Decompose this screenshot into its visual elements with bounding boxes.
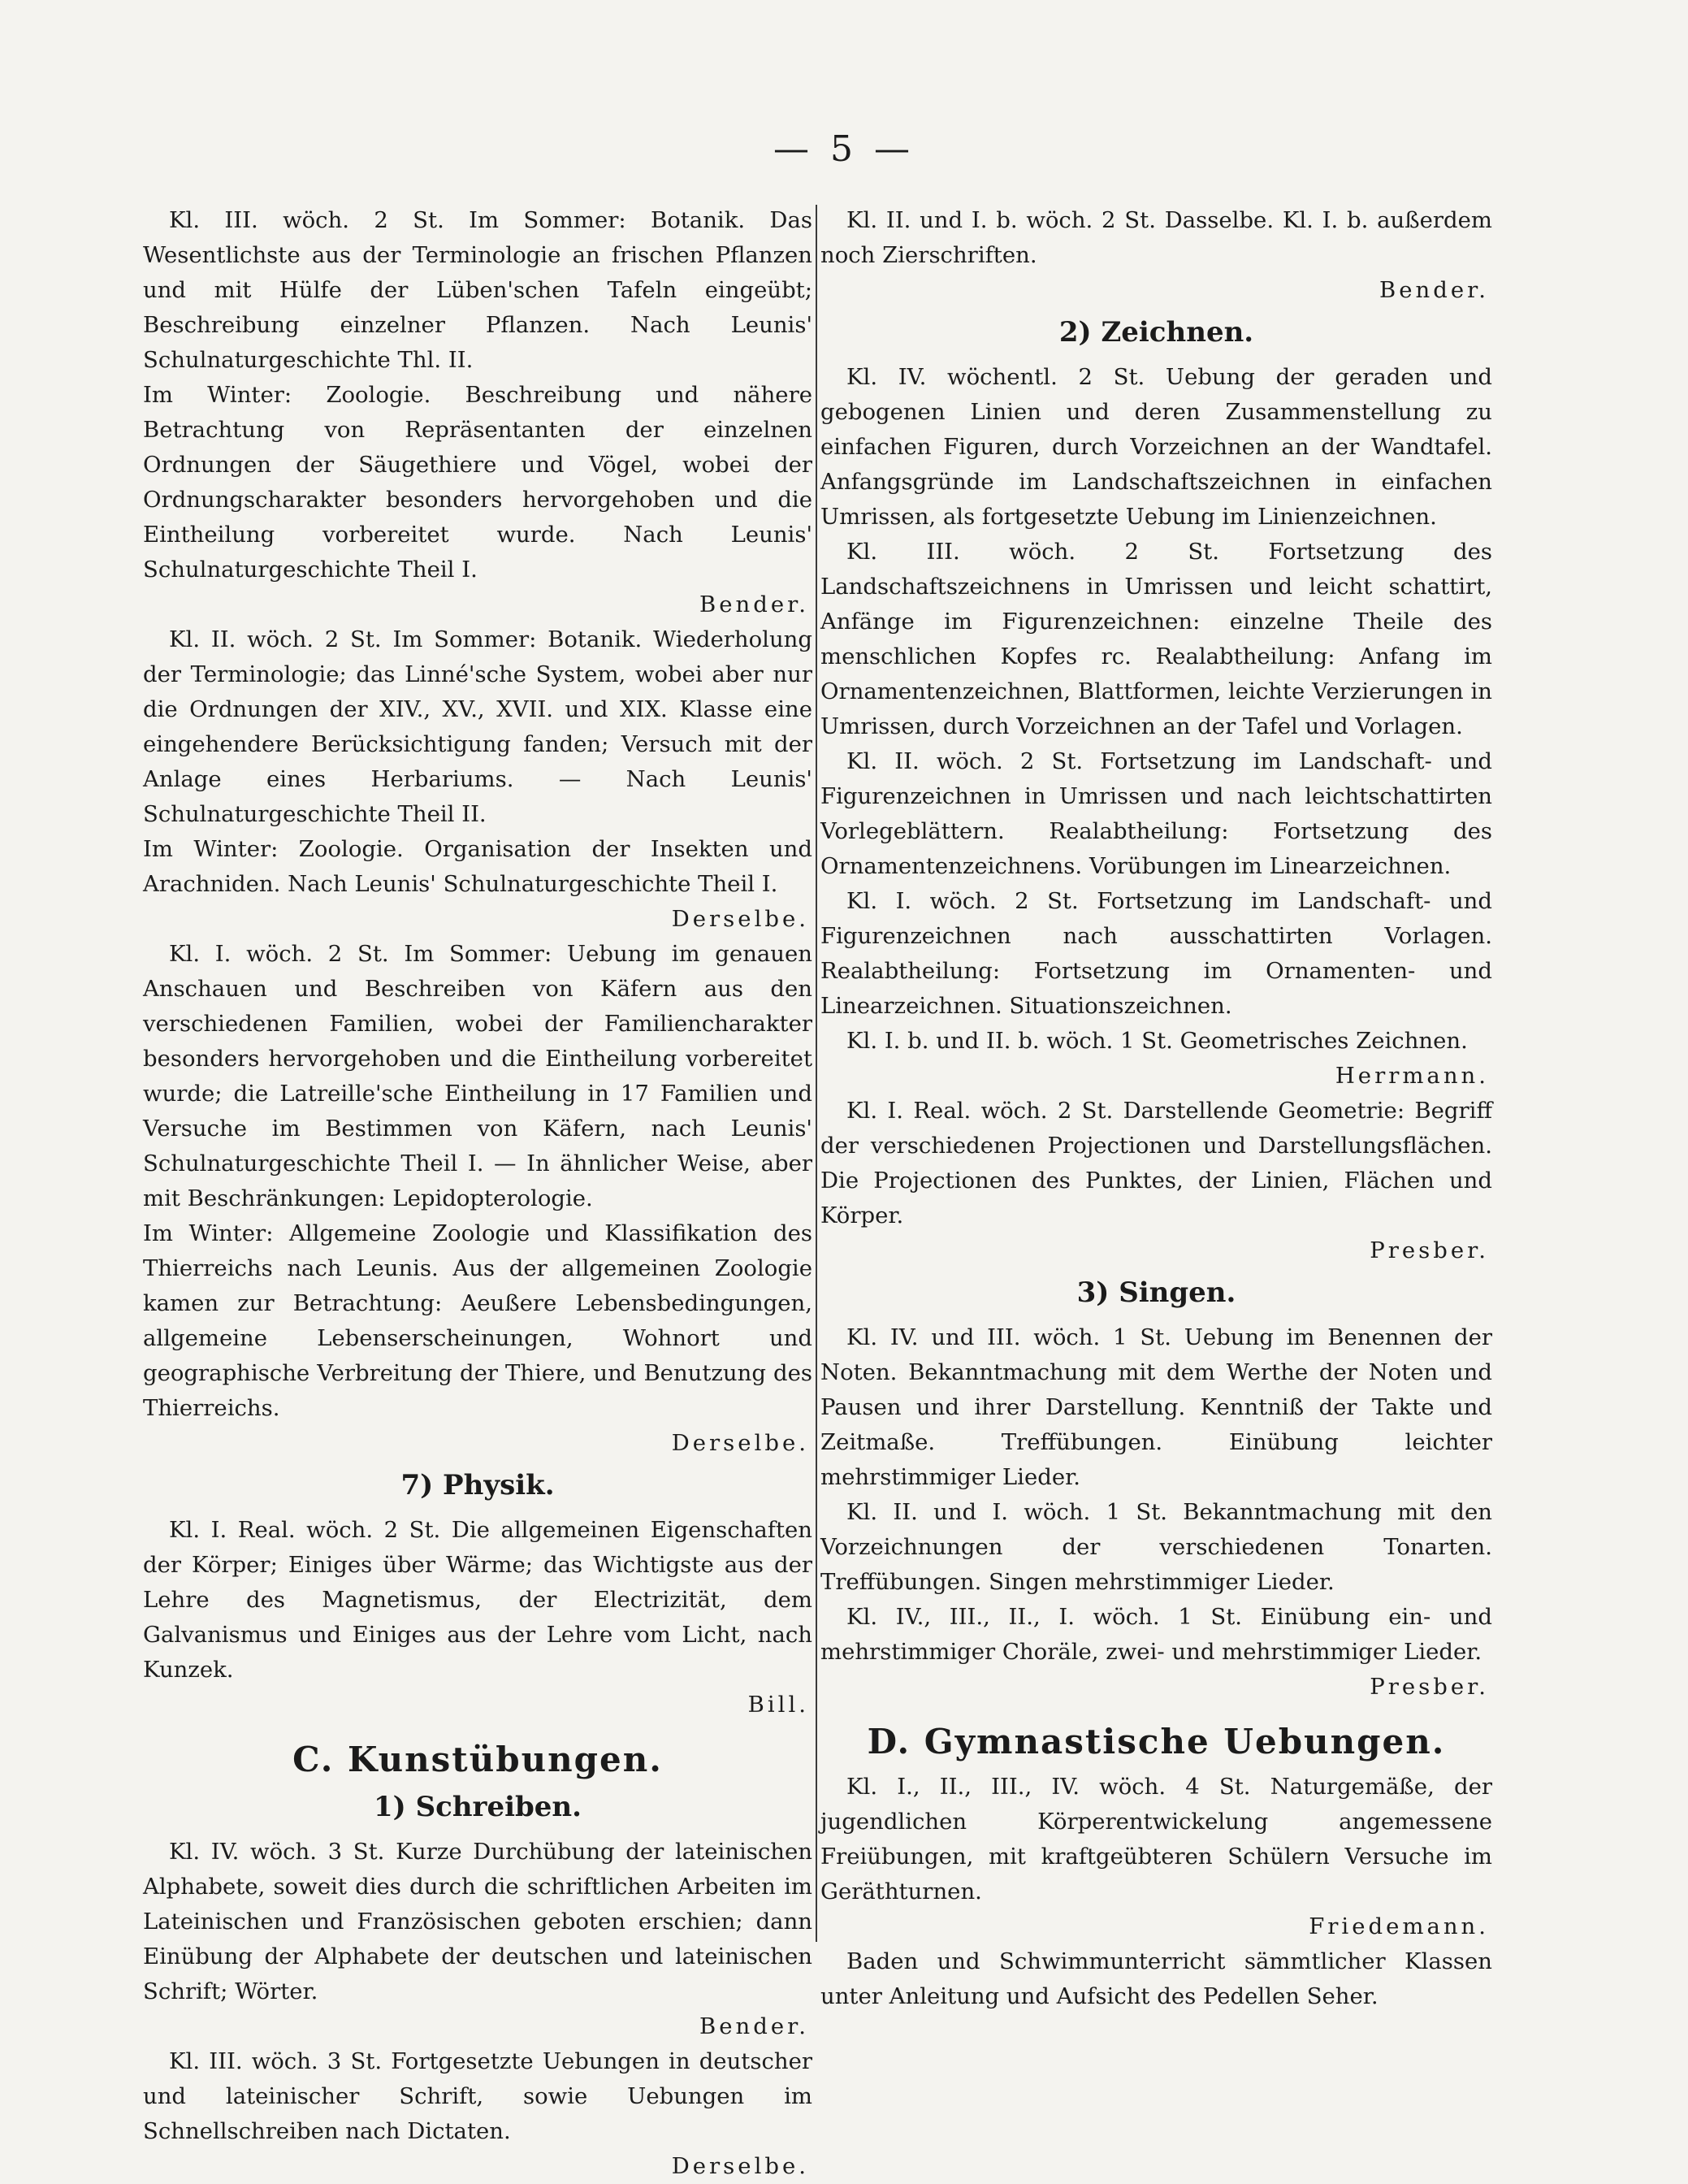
- paragraph: Kl. IV., III., II., I. wöch. 1 St. Einübung ein- und mehrstimmiger Choräle, zwei- und mehrstimmiger Lieder.: [820, 1604, 1492, 1665]
- paragraph: Kl. IV. wöchentl. 2 St. Uebung der geraden und gebogenen Linien und deren Zusammenstellung zu einfachen Figuren, durch Vorzeichnen an der Wandtafel. Anfangsgründe im Landschaftszeichnen in einfachen Umrissen, als fortgesetzte Uebung im Linienzeichnen.: [820, 364, 1492, 530]
- subject-heading: 3) Singen.: [1076, 1276, 1236, 1309]
- paragraph: Kl. I. wöch. 2 St. Im Sommer: Uebung im genauen Anschauen und Beschreiben von Käfern aus den verschiedenen Familien, wobei der Familiencharakter besonders hervorgehoben und die Eintheilung vorbereitet wurde; die Latreille'sche Eintheilung in 17 Familien und Versuche im Bestimmen von Käfern, nach Leunis' Schulnaturgeschichte Theil I. — In ähnlicher Weise, aber mit Beschränkungen: Lepidopterologie.: [143, 941, 812, 1211]
- paragraph: Kl. II. und I. wöch. 1 St. Bekanntmachung mit den Vorzeichnungen der verschiedenen Tonarten. Treffübungen. Singen mehrstimmiger Lieder.: [820, 1499, 1492, 1595]
- subject-heading: 7) Physik.: [400, 1469, 555, 1502]
- paragraph: Kl. I., II., III., IV. wöch. 4 St. Naturgemäße, der jugendlichen Körperentwickelung angemessene Freiübungen, mit kraftgeübteren Schülern Versuche im Geräthturnen.: [820, 1774, 1492, 1904]
- paragraph: Kl. I. wöch. 2 St. Fortsetzung im Landschaft- und Figurenzeichnen nach ausschattirten Vorlagen. Realabtheilung: Fortsetzung im Ornamenten- und Linearzeichnen. Situationszeichnen.: [820, 888, 1492, 1019]
- teacher-signature: Presber.: [1370, 1237, 1489, 1263]
- paragraph: Kl. I. Real. wöch. 2 St. Die allgemeinen Eigenschaften der Körper; Einiges über Wärme; das Wichtigste aus der Lehre des Magnetismus, der Electrizität, dem Galvanismus und Einiges aus der Lehre vom Licht, nach Kunzek.: [143, 1517, 812, 1683]
- teacher-signature: Herrmann.: [1335, 1063, 1489, 1089]
- paragraph: Kl. II. wöch. 2 St. Im Sommer: Botanik. Wiederholung der Terminologie; das Linné'sche System, wobei aber nur die Ordnungen der XIV., XV., XVII. und XIX. Klasse eine eingehendere Berücksichtigung fanden; Versuch mit der Anlage eines Herbariums. — Nach Leunis' Schulnaturgeschichte Theil II.: [143, 626, 812, 827]
- paragraph: Kl. IV. wöch. 3 St. Kurze Durchübung der lateinischen Alphabete, soweit dies durch die schriftlichen Arbeiten im Lateinischen und Französischen geboten erschien; dann Einübung der Alphabete der deutschen und lateinischen Schrift; Wörter.: [143, 1839, 812, 2004]
- section-heading: C. Kunstübungen.: [292, 1740, 663, 1779]
- paragraph: Kl. II. wöch. 2 St. Fortsetzung im Landschaft- und Figurenzeichnen in Umrissen und nach leichtschattirten Vorlegeblättern. Realabtheilung: Fortsetzung des Ornamentenzeichnens. Vorübungen im Linearzeichnen.: [820, 748, 1492, 879]
- paragraph: Kl. II. und I. b. wöch. 2 St. Dasselbe. Kl. I. b. außerdem noch Zierschriften.: [820, 207, 1492, 268]
- paragraph: Kl. I. b. und II. b. wöch. 1 St. Geometrisches Zeichnen.: [846, 1028, 1468, 1054]
- paragraph: Im Winter: Zoologie. Beschreibung und nähere Betrachtung von Repräsentanten der einzelnen Ordnungen der Säugethiere und Vögel, wobei der Ordnungscharakter besonders hervorgehoben und die Eintheilung vorbereitet wurde. Nach Leunis' Schulnaturgeschichte Theil I.: [143, 382, 812, 583]
- subject-heading: 2) Zeichnen.: [1058, 316, 1254, 349]
- paragraph: Kl. III. wöch. 2 St. Fortsetzung des Landschaftszeichnens in Umrissen und leicht schattirt, Anfänge im Figurenzeichnen: einzelne Theile des menschlichen Kopfes rc. Realabtheilung: Anfang im Ornamentenzeichnen, Blattformen, leichte Verzierungen in Umrissen, durch Vorzeichnen an der Tafel und Vorlagen.: [820, 539, 1492, 739]
- column-divider: [816, 205, 817, 1942]
- paragraph: Kl. IV. und III. wöch. 1 St. Uebung im Benennen der Noten. Bekanntmachung mit dem Werthe der Noten und Pausen und ihrer Darstellung. Kenntniß der Takte und Zeitmaße. Treffübungen. Einübung leichter mehrstimmiger Lieder.: [820, 1324, 1492, 1490]
- paragraph: Im Winter: Allgemeine Zoologie und Klassifikation des Thierreichs nach Leunis. Aus der allgemeinen Zoologie kamen zur Betrachtung: Aeußere Lebensbedingungen, allgemeine Lebenserscheinungen, Wohnort und geographische Verbreitung der Thiere, und Benutzung des Thierreichs.: [143, 1220, 812, 1421]
- teacher-signature: Presber.: [1370, 1674, 1489, 1700]
- paragraph: Kl. I. Real. wöch. 2 St. Darstellende Geometrie: Begriff der verschiedenen Projectionen und Darstellungsflächen. Die Projectionen des Punktes, der Linien, Flächen und Körper.: [820, 1098, 1492, 1228]
- subject-heading: 1) Schreiben.: [374, 1791, 582, 1823]
- right-column: [820, 203, 1492, 2014]
- paragraph: Im Winter: Zoologie. Organisation der Insekten und Arachniden. Nach Leunis' Schulnaturgeschichte Theil I.: [143, 836, 812, 897]
- teacher-signature: Derselbe.: [671, 906, 809, 932]
- page-number: — 5 —: [773, 128, 915, 170]
- teacher-signature: Bender.: [699, 2013, 809, 2039]
- teacher-signature: Bender.: [1379, 277, 1489, 303]
- teacher-signature: Bill.: [747, 1692, 809, 1718]
- paragraph: Kl. III. wöch. 2 St. Im Sommer: Botanik. Das Wesentlichste aus der Terminologie an frischen Pflanzen und mit Hülfe der Lüben'schen Tafeln eingeübt; Beschreibung einzelner Pflanzen. Nach Leunis' Schulnaturgeschichte Thl. II.: [143, 207, 812, 373]
- teacher-signature: Friedemann.: [1309, 1913, 1489, 1939]
- left-column: [143, 203, 812, 2184]
- teacher-signature: Derselbe.: [671, 2153, 809, 2179]
- teacher-signature: Derselbe.: [671, 1430, 809, 1456]
- teacher-signature: Bender.: [699, 592, 809, 618]
- section-heading: D. Gymnastische Uebungen.: [867, 1722, 1446, 1762]
- paragraph: Baden und Schwimmunterricht sämmtlicher Klassen unter Anleitung und Aufsicht des Pedellen Seher.: [820, 1948, 1492, 2009]
- paragraph: Kl. III. wöch. 3 St. Fortgesetzte Uebungen in deutscher und lateinischer Schrift, sowie Uebungen im Schnellschreiben nach Dictaten.: [143, 2048, 812, 2144]
